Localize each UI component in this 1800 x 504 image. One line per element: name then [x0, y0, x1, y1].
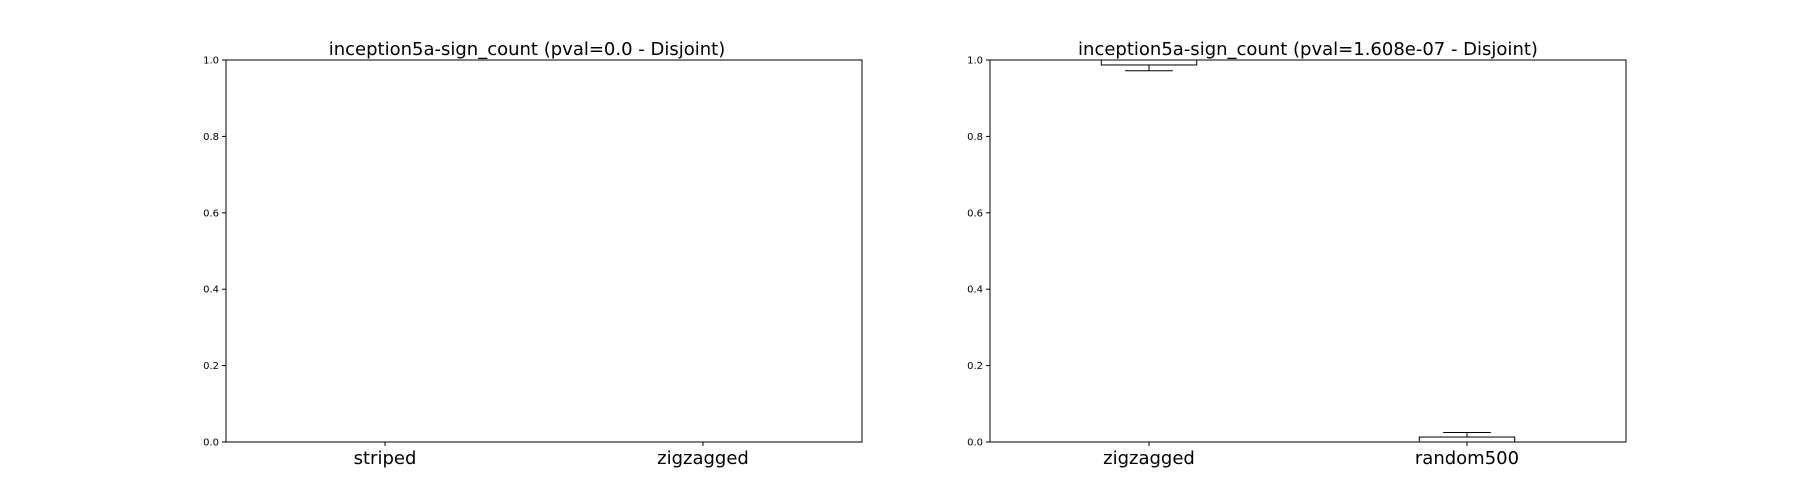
chart-1-ytick-label: 0.6 — [203, 208, 219, 220]
chart-1-ytick-label: 0.8 — [203, 131, 219, 143]
chart-2-ytick-label: 0.2 — [967, 361, 983, 373]
chart-1-xtick-label: striped — [353, 448, 417, 469]
chart-1-ytick-label: 0.2 — [203, 361, 219, 373]
chart-2-ytick-label: 0.8 — [967, 131, 983, 143]
chart-2-ytick-label: 0.0 — [967, 437, 983, 449]
chart-2-xtick-label: zigzagged — [1103, 448, 1195, 469]
chart-1-ytick-label: 0.0 — [203, 437, 219, 449]
chart-1-title: inception5a-sign_count (pval=0.0 - Disjoint) — [328, 39, 726, 60]
chart-2-xtick-label: random500 — [1414, 448, 1520, 469]
chart-2-ytick-label: 0.6 — [967, 208, 983, 220]
chart-1-xtick-label: zigzagged — [657, 448, 749, 469]
chart-1-ytick-label: 0.4 — [203, 284, 219, 296]
chart-2-ytick-label: 1.0 — [967, 55, 983, 67]
chart-2-ytick-label: 0.4 — [967, 284, 983, 296]
chart-1-ytick-label: 1.0 — [203, 55, 219, 67]
chart-2-title: inception5a-sign_count (pval=1.608e-07 - Disjoint) — [1078, 39, 1538, 60]
